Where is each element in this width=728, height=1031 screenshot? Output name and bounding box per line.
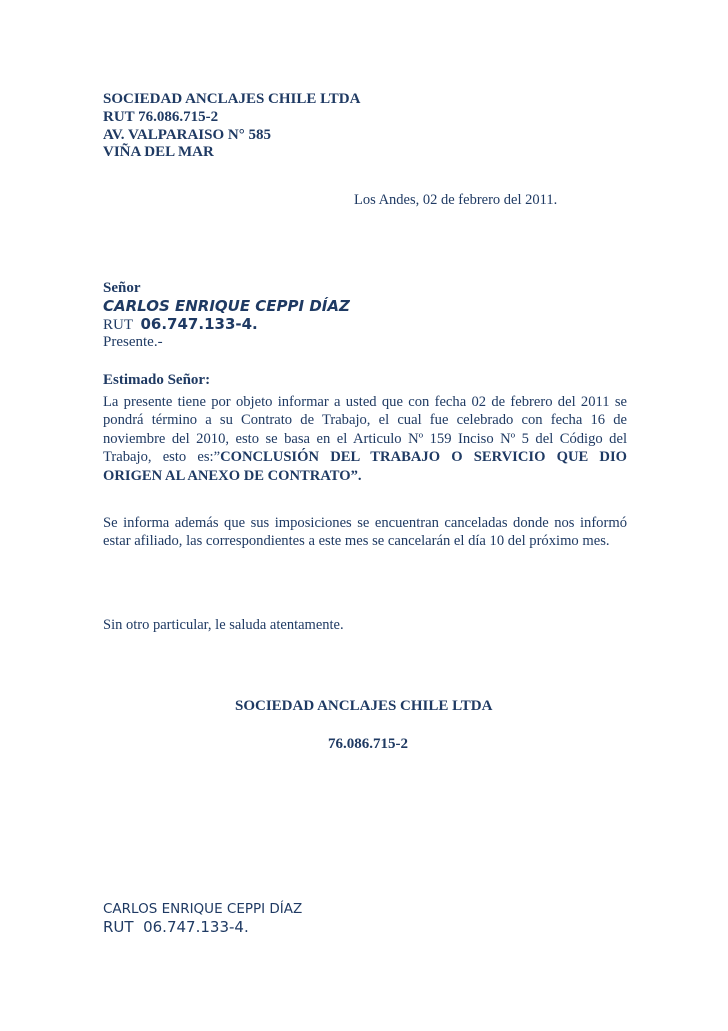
sender-company: SOCIEDAD ANCLAJES CHILE LTDA bbox=[103, 91, 361, 107]
recipient-name: CARLOS ENRIQUE CEPPI DÍAZ bbox=[103, 296, 350, 315]
sender-block bbox=[103, 91, 360, 162]
recipient-rut bbox=[103, 316, 350, 335]
sender-city: VIÑA DEL MAR bbox=[103, 144, 214, 161]
body-paragraph-1-bold: CONCLUSIÓN DEL TRABAJO O SERVICIO QUE DIO ORIGEN AL ANEXO DE CONTRATO”. bbox=[103, 449, 627, 484]
recipient-salutation: Señor bbox=[103, 280, 141, 296]
recipient-rut-label: RUT bbox=[103, 316, 133, 333]
signature-company: SOCIEDAD ANCLAJES CHILE LTDA bbox=[235, 698, 493, 714]
recipient-rut-value: 06.747.133-4. bbox=[140, 314, 258, 333]
recipient-block bbox=[103, 280, 350, 352]
recipient-presente: Presente.- bbox=[103, 334, 163, 351]
greeting: Estimado Señor: bbox=[103, 372, 211, 388]
footer-name: CARLOS ENRIQUE CEPPI DÍAZ bbox=[103, 901, 303, 917]
sender-address: AV. VALPARAISO N° 585 bbox=[103, 126, 271, 143]
date-line: Los Andes, 02 de febrero del 2011. bbox=[354, 192, 558, 208]
closing-line: Sin otro particular, le saluda atentamente. bbox=[103, 617, 344, 633]
sender-rut: RUT 76.086.715-2 bbox=[103, 108, 219, 125]
body-paragraph-1-text: La presente tiene por objeto informar a usted que con fecha 02 de febrero del 2011 se pondrá término a su Contrato de Trabajo, el cual fue celebrado con fecha 16 de noviembre del 2010, esto se basa en el Articulo Nº 159 Inciso Nº 5 del Código del Trabajo, esto es:” bbox=[103, 394, 627, 466]
footer-block bbox=[103, 900, 302, 936]
signature-rut: 76.086.715-2 bbox=[328, 736, 408, 752]
footer-rut: RUT 06.747.133-4. bbox=[103, 918, 249, 936]
body-paragraph-1 bbox=[103, 393, 627, 485]
body-paragraph-2: Se informa además que sus imposiciones se encuentran canceladas donde nos informó estar afiliado, las correspondientes a este mes se cancelarán el día 10 del próximo mes. bbox=[103, 515, 627, 550]
